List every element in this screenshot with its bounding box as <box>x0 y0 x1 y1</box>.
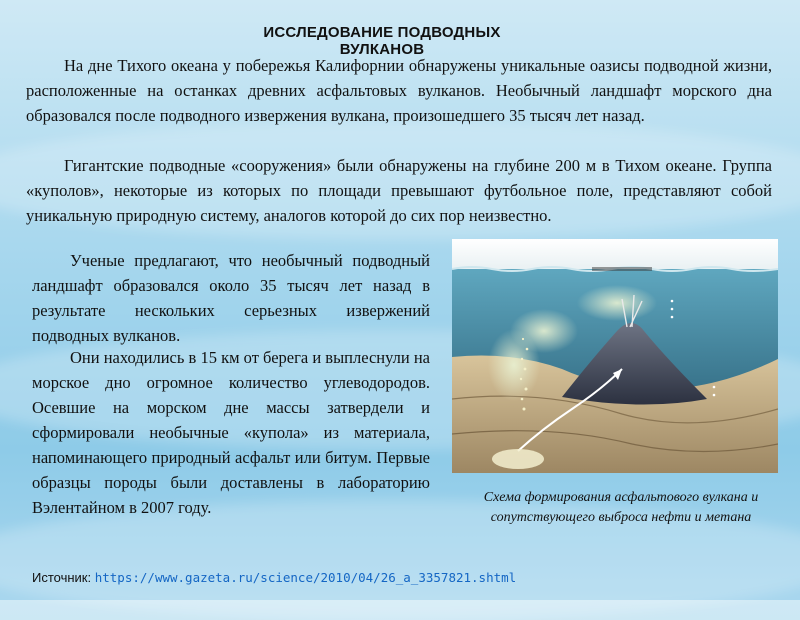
deep-reservoir <box>492 449 544 469</box>
volcano-diagram-illustration <box>452 239 778 473</box>
subsidence-plume <box>488 329 540 401</box>
oil-slick <box>592 267 652 271</box>
source-label: Источник: <box>32 570 92 585</box>
source-line <box>32 570 516 585</box>
volcano-diagram <box>452 239 778 473</box>
sky-layer <box>452 239 778 269</box>
oil-plume <box>577 285 657 321</box>
paragraph-2: Гигантские подводные «сооружения» были обнаружены на глубине 200 м в Тихом океане. Группа «куполов», некоторые из которых по площади превышают футбольное поле, представляют собой уникальную природную систему, аналогов которой до сих пор неизвестно. <box>26 156 772 225</box>
paragraph-4: Они находились в 15 км от берега и выплеснули на морское дно огромное количество углеводородов. Осевшие на морском дне массы затвердели и сформировали необычные «купола» из материала, напоминающего природный асфальт или битум. Первые образцы породы были доставлены в лабораторию Вэлентайном в 2007 году. <box>32 348 430 517</box>
source-link[interactable]: https://www.gazeta.ru/science/2010/04/26_a_3357821.shtml <box>94 570 517 585</box>
figure-caption: Схема формирования асфальтового вулкана и сопутствующего выброса нефти и метана <box>483 490 759 525</box>
paragraph-1: На дне Тихого океана у побережья Калифорнии обнаружены уникальные оазисы подводной жизни, расположенные на останках древних асфальтовых вулканов. Необычный ландшафт морского дна образовался после подводного извержения вулкана, произошедшего 35 тысяч лет назад. <box>26 56 772 125</box>
paragraph-3: Ученые предлагают, что необычный подводный ландшафт образовался около 35 тысяч лет назад в результате нескольких серьезных извержений подводных вулканов. <box>32 251 430 345</box>
slide-title: ИССЛЕДОВАНИЕ ПОДВОДНЫХ ВУЛКАНОВ <box>263 24 501 58</box>
